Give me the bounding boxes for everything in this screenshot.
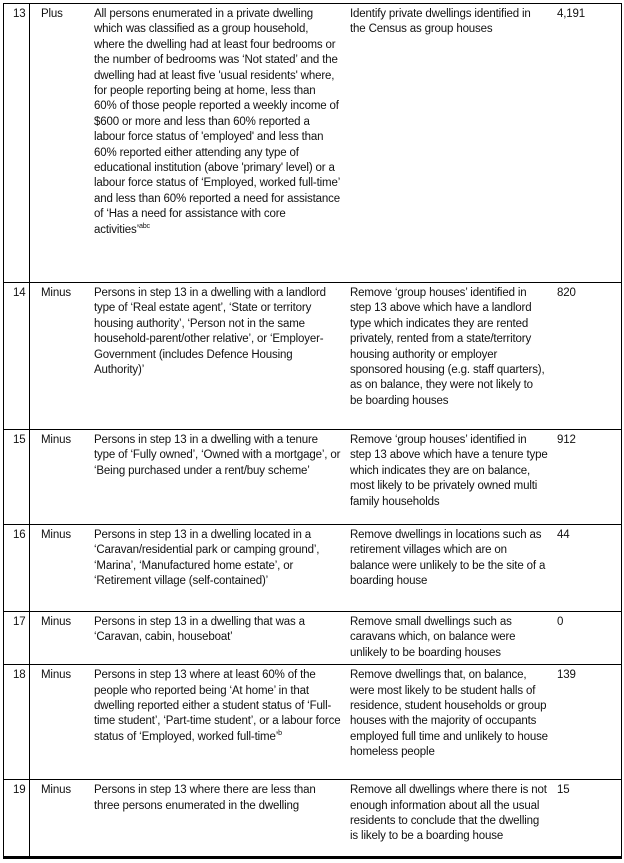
count-cell: 44 (557, 529, 570, 541)
description-text: All persons enumerated in a private dwelling which was classified as a group household, where the dwelling had at least four bedrooms or the number of bedrooms was ‘Not stated’ and the dwelling had at least five 'usual residents' where, for people reporting being at home, less than 60% of those people reported a weekly income of $600 or more and less than 60% reported a labour force status of 'employed' and less than 60% reported either attending any type of educational institution (above 'primary' level) or a labour force status of ‘Employed, worked full-time’ and less than 60% reported a need for assistance of ‘Has a need for assistance with core activities’ (94, 8, 340, 236)
table-row (4, 780, 621, 856)
count-cell: 15 (557, 784, 570, 797)
description-text: Persons in step 13 where there are less than three persons enumerated in the dwelling (94, 784, 316, 812)
count-cell: 139 (557, 669, 576, 682)
step-number-cell: 15 (4, 430, 30, 524)
step-number-cell: 13 (4, 4, 30, 282)
description-cell (94, 4, 350, 282)
description-cell (94, 283, 350, 429)
description-text: Persons in step 13 in a dwelling located in a ‘Caravan/residential park or camping ground’, ‘Marina’, ‘Manufactured home estate’, or ‘Retirement village (self-contained)’ (94, 529, 320, 588)
description-cell (94, 665, 350, 779)
description-text: Persons in step 13 in a dwelling with a landlord type of ‘Real estate agent’, ‘State or territory housing authority’, ‘Person not in the same household-parent/other relative’, or ‘Employer-Government (includes Defence Housing Authority)’ (94, 287, 326, 377)
description-text: Persons in step 13 in a dwelling with a tenure type of ‘Fully owned’, ‘Owned with a mortgage’, or ‘Being purchased under a rent/buy scheme’ (94, 434, 341, 477)
purpose-cell: Remove ‘group houses’ identified in step 13 above which have a tenure type which indicates they are on balance, most likely to be privately owned multi family households (350, 434, 548, 508)
operation-cell: Minus (41, 616, 71, 628)
operation-cell: Minus (41, 529, 71, 541)
count-cell: 0 (557, 616, 564, 628)
footnote-superscript: abc (139, 221, 150, 230)
count-cell: 912 (557, 434, 576, 446)
step-number-cell: 16 (4, 525, 30, 611)
description-text: Persons in step 13 where at least 60% of the people who reported being ‘At home’ in that dwelling reported either a student status of ‘Full-time student’, ‘Part-time student’, or a labour force status of ‘Employed, worked full-time’ (94, 669, 341, 743)
operation-cell: Minus (41, 669, 71, 682)
step-number-cell: 14 (4, 283, 30, 429)
operation-cell: Plus (41, 8, 63, 20)
operation-cell: Minus (41, 287, 71, 299)
table-row (4, 430, 621, 525)
table-row (4, 283, 621, 430)
purpose-cell: Remove dwellings that, on balance, were most likely to be student halls of residence, student households or group houses with the majority of occupants employed full time and unlikely to house homeless people (350, 669, 548, 759)
count-cell: 4,191 (557, 8, 586, 20)
operation-cell: Minus (41, 784, 71, 797)
purpose-cell: Remove all dwellings where there is not enough information about all the usual residents to conclude that the dwelling is likely to be a boarding house (350, 784, 547, 843)
step-number-cell: 19 (4, 780, 30, 856)
table-row (4, 612, 621, 665)
purpose-cell: Identify private dwellings identified in the Census as group houses (350, 8, 531, 36)
count-cell: 820 (557, 287, 576, 299)
footnote-superscript: b (278, 729, 282, 738)
description-cell (94, 525, 350, 611)
purpose-cell: Remove dwellings in locations such as retirement villages which are on balance were unlikely to be the site of a boarding house (350, 529, 546, 588)
description-text: Persons in step 13 in a dwelling that was a ‘Caravan, cabin, houseboat’ (94, 616, 305, 644)
purpose-cell: Remove ‘group houses’ identified in step 13 above which have a landlord type which indicates they are rented privately, rented from a state/territory housing authority or employer sponsored housing (e.g. staff quarters), as on balance, they were not likely to be boarding houses (350, 287, 545, 407)
step-number-cell: 17 (4, 612, 30, 664)
census-steps-table (3, 3, 622, 859)
table-row (4, 4, 621, 283)
purpose-cell: Remove small dwellings such as caravans which, on balance were unlikely to be boarding houses (350, 616, 516, 659)
description-cell (94, 612, 350, 664)
operation-cell: Minus (41, 434, 71, 446)
description-cell (94, 780, 350, 856)
table-row (4, 525, 621, 612)
step-number-cell: 18 (4, 665, 30, 779)
table-row (4, 665, 621, 780)
description-cell (94, 430, 350, 524)
